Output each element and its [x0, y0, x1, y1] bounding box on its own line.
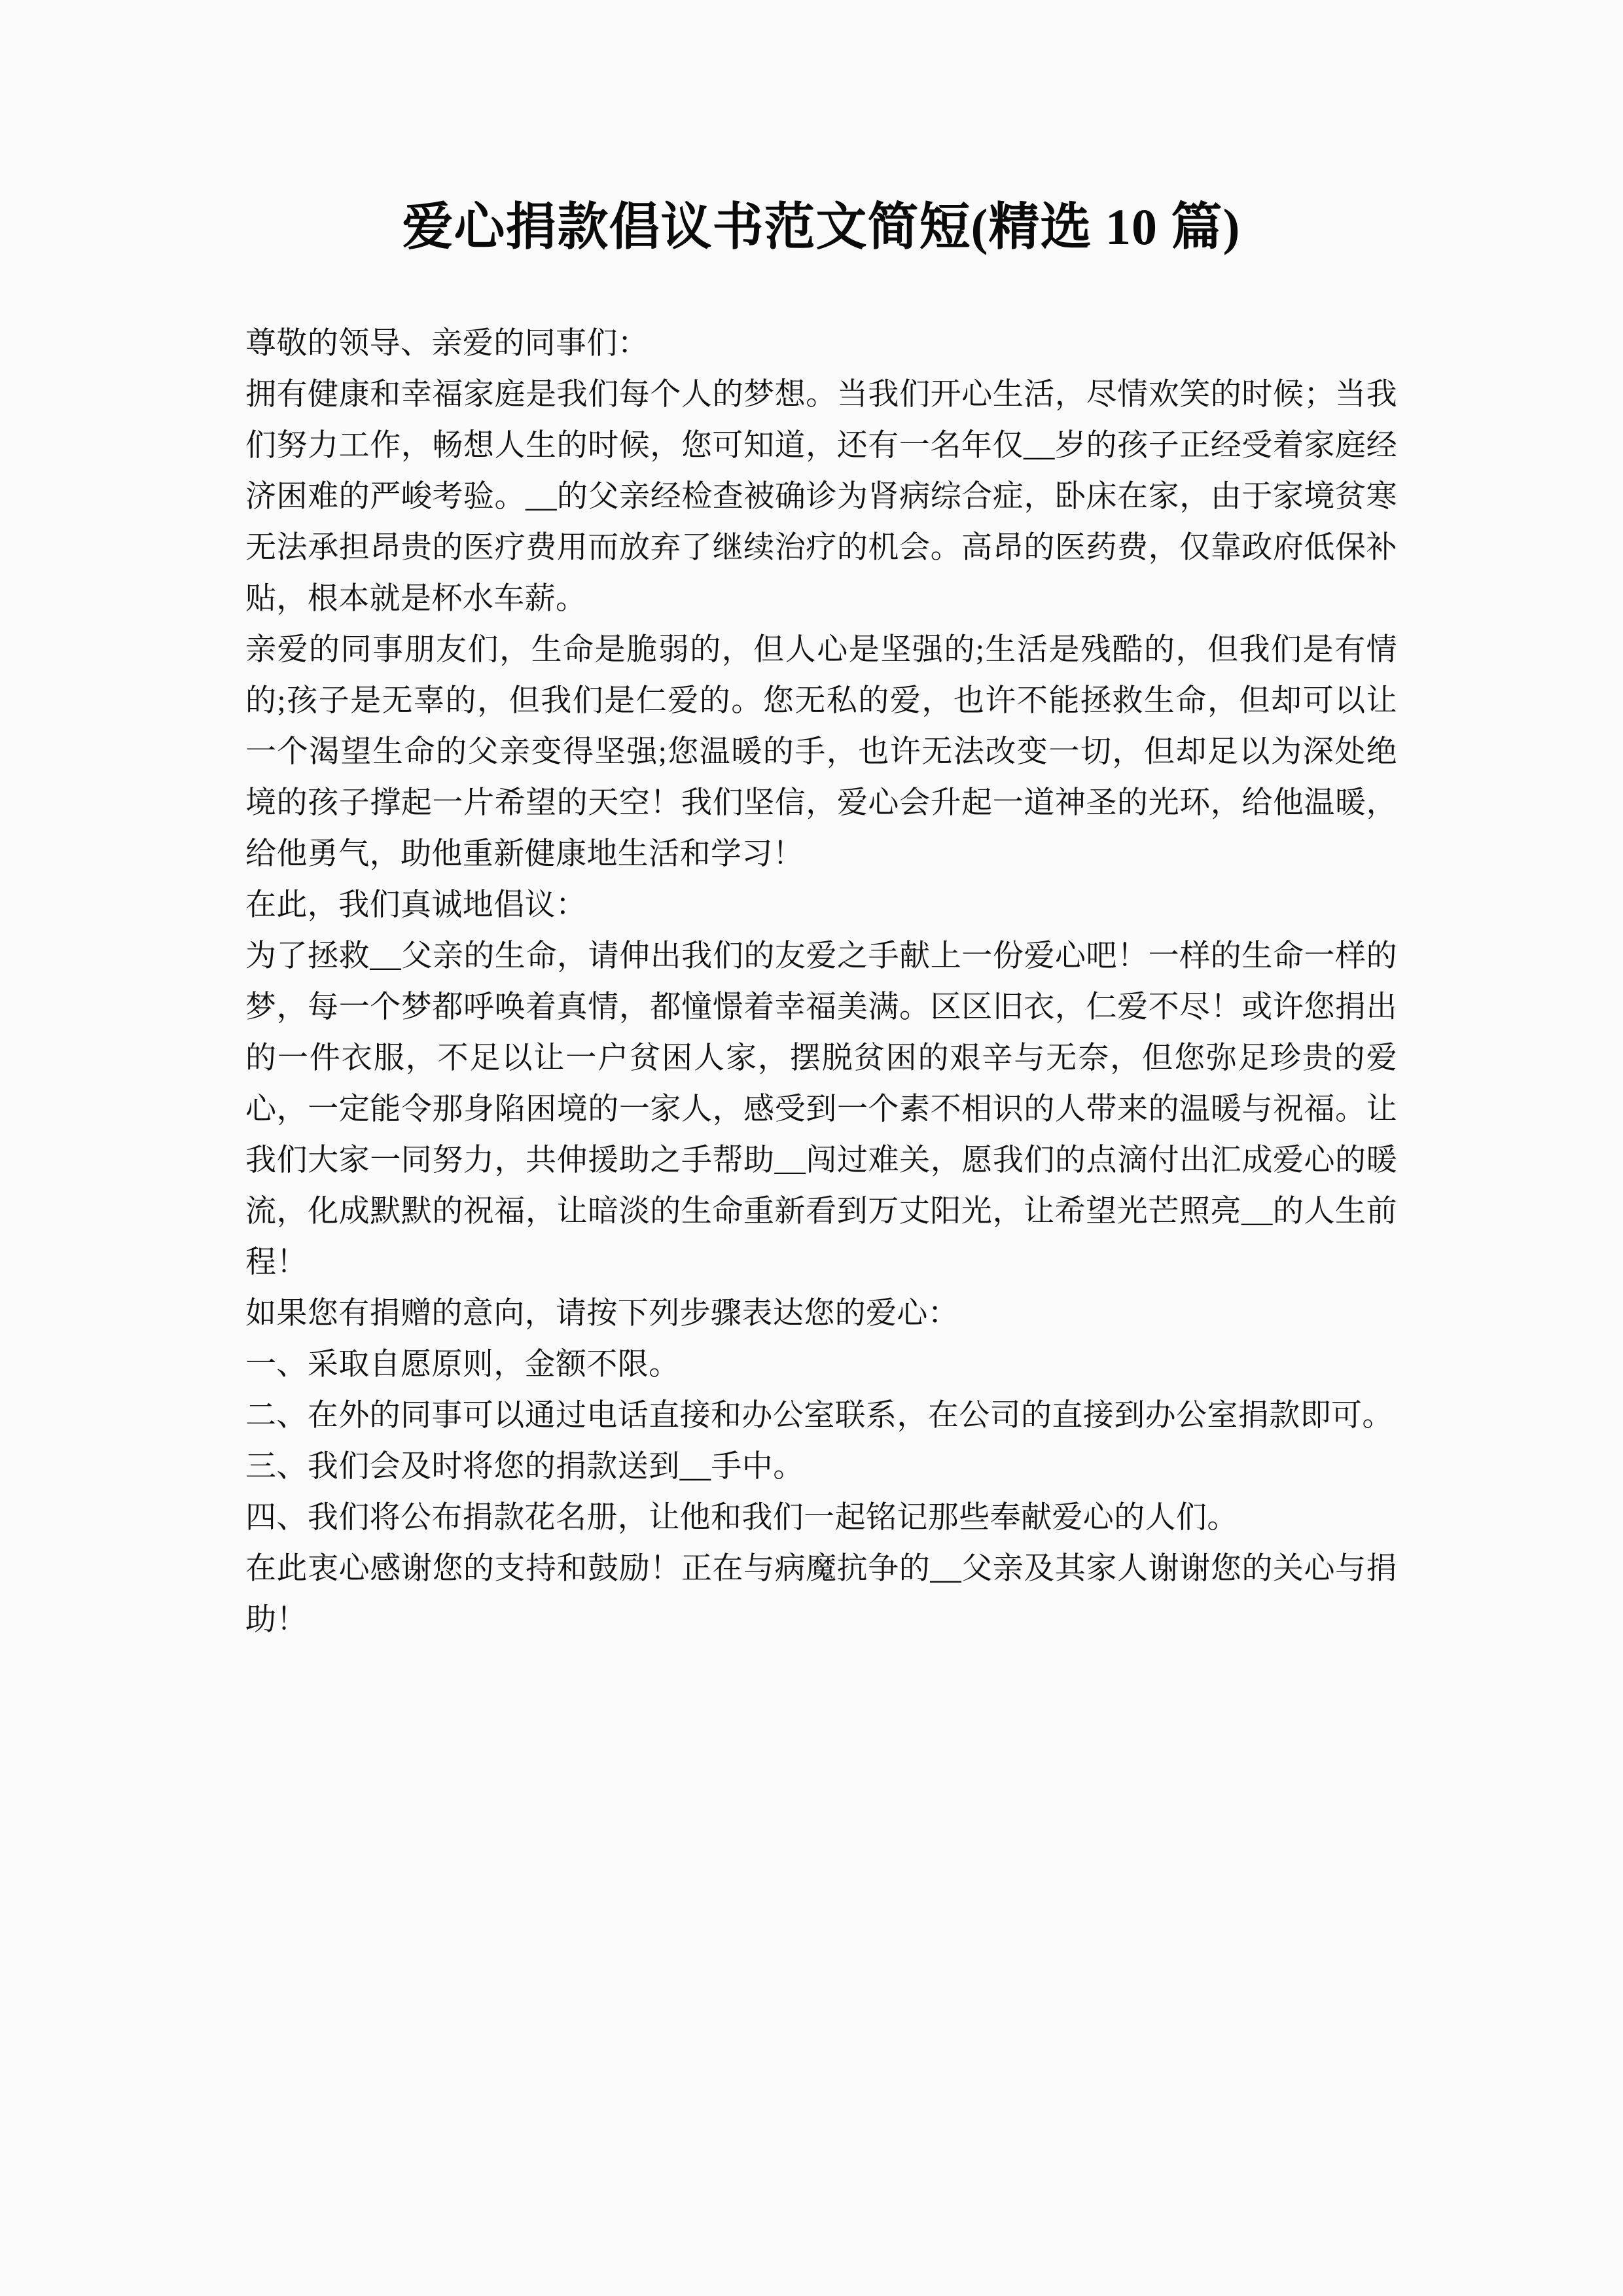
list-item-step-2: 二、在外的同事可以通过电话直接和办公室联系，在公司的直接到办公室捐款即可。 — [245, 1398, 1393, 1433]
page-title: 爱心捐款倡议书范文简短(精选 10 篇) — [402, 198, 1241, 255]
paragraph-4: 为了拯救__父亲的生命，请伸出我们的友爱之手献上一份爱心吧！一样的生命一样的梦，每一个梦都呼唤着真情，都憧憬着幸福美满。区区旧衣，仁爱不尽！或许您捐出的一件衣服，不足以让一户贫困人家，摆脱贫困的艰辛与无奈，但您弥足珍贵的爱心，一定能令那身陷困境的一家人，感受到一个素不相识的人带来的温暖与祝福。让我们大家一同努力，共伸援助之手帮助__闯过难关，愿我们的点滴付出汇成爱心的暖流，化成默默的祝福，让暗淡的生命重新看到万丈阳光，让希望光芒照亮__的人生前程！ — [245, 939, 1397, 1280]
paragraph-5: 如果您有捐赠的意向，请按下列步骤表达您的爱心： — [245, 1296, 959, 1331]
paragraph-1: 拥有健康和幸福家庭是我们每个人的梦想。当我们开心生活，尽情欢笑的时候；当我们努力工作，畅想人生的时候，您可知道，还有一名年仅__岁的孩子正经受着家庭经济困难的严峻考验。__的父亲经检查被确诊为肾病综合症，卧床在家，由于家境贫寒无法承担昂贵的医疗费用而放弃了继续治疗的机会。高昂的医药费，仅靠政府低保补贴，根本就是杯水车薪。 — [245, 377, 1397, 616]
paragraph-salutation: 尊敬的领导、亲爱的同事们： — [245, 326, 649, 361]
list-item-step-4: 四、我们将公布捐款花名册，让他和我们一起铭记那些奉献爱心的人们。 — [245, 1500, 1238, 1535]
document-body — [245, 318, 1397, 1645]
list-item-step-1: 一、采取自愿原则，金额不限。 — [245, 1347, 680, 1382]
paragraph-3: 在此，我们真诚地倡议： — [245, 888, 587, 922]
paragraph-2: 亲爱的同事朋友们，生命是脆弱的，但人心是坚强的;生活是残酷的，但我们是有情的;孩子是无辜的，但我们是仁爱的。您无私的爱，也许不能拯救生命，但却可以让一个渴望生命的父亲变得坚强;您温暖的手，也许无法改变一切，但却足以为深处绝境的孩子撑起一片希望的天空！我们坚信，爱心会升起一道神圣的光环，给他温暖，给他勇气，助他重新健康地生活和学习！ — [245, 632, 1397, 871]
paragraph-closing: 在此衷心感谢您的支持和鼓励！正在与病魔抗争的__父亲及其家人谢谢您的关心与捐助！ — [245, 1551, 1397, 1637]
list-item-step-3: 三、我们会及时将您的捐款送到__手中。 — [245, 1449, 804, 1484]
document-content — [245, 0, 1397, 1645]
